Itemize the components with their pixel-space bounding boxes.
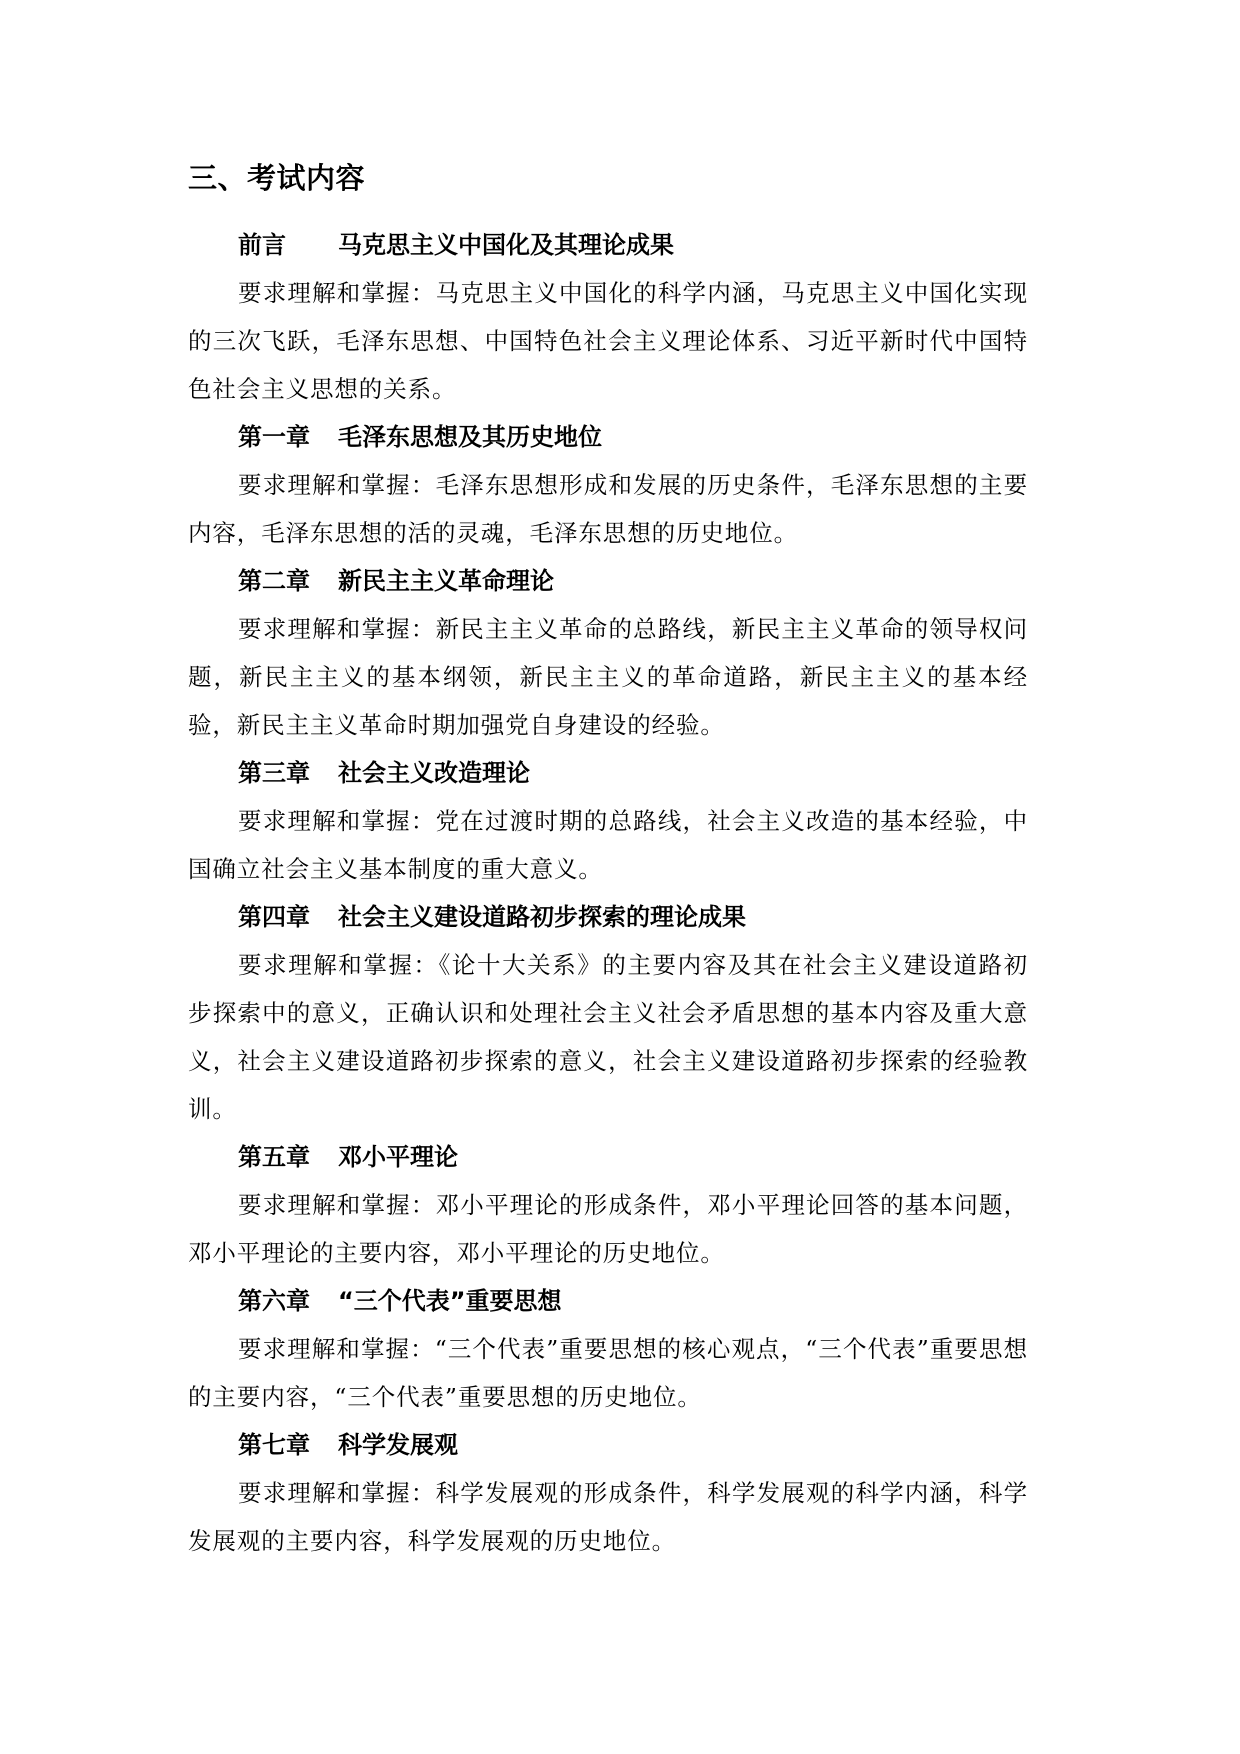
chapter-heading xyxy=(188,1133,1028,1181)
chapter-body: 要求理解和掌握：科学发展观的形成条件，科学发展观的科学内涵，科学发展观的主要内容，科学发展观的历史地位。 xyxy=(188,1479,1028,1555)
chapter-6 xyxy=(188,1277,1028,1421)
chapter-heading xyxy=(188,221,1028,269)
chapter-heading xyxy=(188,749,1028,797)
chapter-heading xyxy=(188,1421,1028,1469)
chapter-title: 社会主义改造理论 xyxy=(338,759,530,787)
chapter-number: 第二章 xyxy=(238,567,310,595)
chapter-number: 第一章 xyxy=(238,423,310,451)
chapter-2 xyxy=(188,557,1028,749)
chapter-heading xyxy=(188,557,1028,605)
section-title: 三、考试内容 xyxy=(188,161,366,195)
chapter-title: “三个代表”重要思想 xyxy=(338,1287,562,1315)
chapter-body: 要求理解和掌握：《论十大关系》的主要内容及其在社会主义建设道路初步探索中的意义，正确认识和处理社会主义社会矛盾思想的基本内容及重大意义，社会主义建设道路初步探索的意义，社会主义建设道路初步探索的经验教训。 xyxy=(188,951,1028,1123)
chapter-heading xyxy=(188,893,1028,941)
chapter-list xyxy=(188,221,1028,1565)
chapter-7 xyxy=(188,1421,1028,1565)
chapter-number: 第三章 xyxy=(238,759,310,787)
chapter-number: 第四章 xyxy=(238,903,310,931)
chapter-number: 前言 xyxy=(238,231,286,259)
chapter-number: 第六章 xyxy=(238,1287,310,1315)
chapter-body: 要求理解和掌握：党在过渡时期的总路线，社会主义改造的基本经验，中国确立社会主义基本制度的重大意义。 xyxy=(188,807,1028,883)
chapter-3 xyxy=(188,749,1028,893)
chapter-heading xyxy=(188,1277,1028,1325)
chapter-5 xyxy=(188,1133,1028,1277)
chapter-title: 毛泽东思想及其历史地位 xyxy=(338,423,602,451)
chapter-title: 新民主主义革命理论 xyxy=(338,567,554,595)
chapter-number: 第七章 xyxy=(238,1431,310,1459)
chapter-body: 要求理解和掌握：邓小平理论的形成条件，邓小平理论回答的基本问题，邓小平理论的主要内容，邓小平理论的历史地位。 xyxy=(188,1191,1028,1267)
chapter-heading xyxy=(188,413,1028,461)
chapter-1 xyxy=(188,413,1028,557)
chapter-preface xyxy=(188,221,1028,413)
chapter-4 xyxy=(188,893,1028,1133)
chapter-title: 社会主义建设道路初步探索的理论成果 xyxy=(338,903,746,931)
chapter-title: 马克思主义中国化及其理论成果 xyxy=(338,231,674,259)
chapter-body: 要求理解和掌握：新民主主义革命的总路线，新民主主义革命的领导权问题，新民主主义的基本纲领，新民主主义的革命道路，新民主主义的基本经验，新民主主义革命时期加强党自身建设的经验。 xyxy=(188,615,1028,739)
chapter-title: 邓小平理论 xyxy=(338,1143,458,1171)
chapter-number: 第五章 xyxy=(238,1143,310,1171)
chapter-title: 科学发展观 xyxy=(338,1431,458,1459)
chapter-body: 要求理解和掌握：毛泽东思想形成和发展的历史条件，毛泽东思想的主要内容，毛泽东思想的活的灵魂，毛泽东思想的历史地位。 xyxy=(188,471,1028,547)
chapter-body: 要求理解和掌握：“三个代表”重要思想的核心观点，“三个代表”重要思想的主要内容，“三个代表”重要思想的历史地位。 xyxy=(188,1335,1028,1411)
chapter-body: 要求理解和掌握：马克思主义中国化的科学内涵，马克思主义中国化实现的三次飞跃，毛泽东思想、中国特色社会主义理论体系、习近平新时代中国特色社会主义思想的关系。 xyxy=(188,279,1028,403)
